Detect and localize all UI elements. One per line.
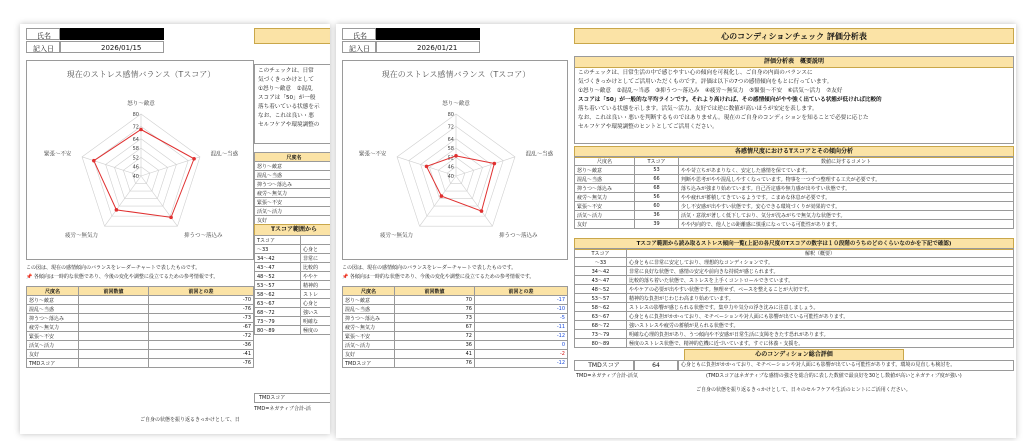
table-row xyxy=(27,314,254,323)
range-value: 43〜47 xyxy=(575,276,627,285)
table-row xyxy=(343,359,568,368)
diff-prev xyxy=(79,332,149,341)
intro-line: スコアは「50」が一般 xyxy=(258,95,316,101)
diff-name: 怒り〜敵意 xyxy=(27,296,79,305)
chart-note-2-text: 各傾向は一時的な状態であり、今後の変化や調整に役立てるための参考情報です。 xyxy=(33,274,219,280)
range-row xyxy=(255,290,331,299)
range-value: 63〜67 xyxy=(575,312,627,321)
diff-name: TMDスコア xyxy=(27,359,79,368)
diff-prev xyxy=(79,296,149,305)
range-row xyxy=(255,272,331,281)
diff-delta: -2 xyxy=(475,350,568,359)
range-text: 非常に良好な状態で、感情の安定や前向きな持続が感じられます。 xyxy=(627,267,1014,276)
table-row xyxy=(343,305,568,314)
range-text: ストレスの影響が感じられる状態です。集中力や気分の浮き沈みに注意しましょう。 xyxy=(627,303,1014,312)
report-sheet-current xyxy=(336,24,1016,438)
date-value: 2026/01/15 xyxy=(101,44,142,52)
overview-box xyxy=(574,56,1014,144)
tmd-label-cell xyxy=(254,393,330,403)
tscore-comment: 少し不安感が出やすい状態です。安心できる環境づくりが効果的です。 xyxy=(679,202,1014,211)
table-row xyxy=(27,323,254,332)
table-row xyxy=(575,330,1014,339)
table-row xyxy=(343,350,568,359)
dimension-table xyxy=(254,152,330,225)
table-row xyxy=(575,211,1014,220)
range-value: 58〜62 xyxy=(575,303,627,312)
footer-note: ご自身の状態を振り返るきっかけとして、日 xyxy=(140,417,240,423)
dimension-name: 怒り〜敵意 xyxy=(255,162,331,171)
diff-prev: 76 xyxy=(395,305,475,314)
name-label: 氏名 xyxy=(37,32,51,40)
dimension-name: 活気〜活力 xyxy=(255,207,331,216)
date-cell xyxy=(60,41,164,53)
name-label-cell xyxy=(342,28,376,40)
radar-data-point xyxy=(139,128,143,132)
radar-tick-label: 46 xyxy=(132,164,139,171)
intro-line: 落ち着いている状態を示します。活気〜活力、友好では逆に数値が高いほうが安定を表します。 xyxy=(578,106,818,112)
range-snippet: ストレ xyxy=(301,290,331,299)
diff-prev xyxy=(79,323,149,332)
range-text: ややケアの必要が出やすい状態です。無理せず、ペースを整えることが大切です。 xyxy=(627,285,1014,294)
radar-series-line xyxy=(94,130,194,218)
chart-title: 現在のストレス感情バランス（Tスコア） xyxy=(381,70,531,79)
tscore-header-name: 尺度名 xyxy=(575,157,635,166)
tscore-name: 混乱〜当惑 xyxy=(575,175,635,184)
table-row xyxy=(575,303,1014,312)
diff-header-name: 尺度名 xyxy=(27,287,79,296)
intro-line: なお、これは良い・悪いを判断するものではありません。現在のご自身のコンディションを知ることで必要に応じた xyxy=(578,115,869,121)
range-snippet: 極度の xyxy=(301,326,331,335)
diff-name: 友好 xyxy=(343,350,395,359)
range-value: 68〜72 xyxy=(255,308,301,317)
radar-category-label: 怒り〜敵意 xyxy=(127,100,155,107)
diff-table xyxy=(342,286,568,368)
tmd-value: 64 xyxy=(652,362,660,369)
range-row xyxy=(255,308,331,317)
date-label: 記入日 xyxy=(33,45,54,53)
table-row xyxy=(575,276,1014,285)
pin-icon: 📌 xyxy=(342,274,349,280)
tscore-section-title: 各感情尺度におけるTスコアとその傾向分析 xyxy=(574,146,1014,158)
table-row xyxy=(27,305,254,314)
dimension-name: 抑うつ〜落込み xyxy=(255,180,331,189)
radar-tick-label: 80 xyxy=(447,112,454,118)
date-label-cell xyxy=(342,41,376,53)
name-label: 氏名 xyxy=(353,32,367,40)
range-section-title: Tスコア範囲から読み取るストレス傾向一覧(上記の各尺度のTスコアの数字は１０段階のうちのどのくらいなのかを下記で確認) xyxy=(574,238,1014,250)
diff-name: 抑うつ〜落込み xyxy=(343,314,395,323)
range-value: 58〜62 xyxy=(255,290,301,299)
diff-name: 疲労〜無気力 xyxy=(343,323,395,332)
tscore-value: 66 xyxy=(635,175,679,184)
radar-tick-label: 80 xyxy=(132,112,139,118)
intro-line: 気づくきっかけとしてご活用いただくものです。評価は以下の7つの感情傾向をもとに行っています。 xyxy=(578,79,833,85)
tmd-definition: TMD=ネガティブ合計-活 xyxy=(254,406,311,412)
intro-line: スコアは「50」が一般的な平均ラインです。それより高ければ、その感情傾向がやや強く出ている状態が低ければ比較的 xyxy=(578,97,882,103)
date-label: 記入日 xyxy=(349,45,370,53)
table-row xyxy=(27,350,254,359)
tscore-value: 56 xyxy=(635,193,679,202)
overall-section-title: 心のコンディション総合評価 xyxy=(684,349,904,361)
table-row xyxy=(575,258,1014,267)
tscore-name: 怒り〜敵意 xyxy=(575,166,635,175)
radar-data-point xyxy=(454,154,458,158)
radar-spoke xyxy=(456,157,515,176)
dimension-row xyxy=(255,162,331,171)
diff-prev: 36 xyxy=(395,341,475,350)
range-value: 68〜72 xyxy=(575,321,627,330)
chart-note-2-text: 各傾向は一時的な状態であり、今後の変化や調整に役立てるための参考情報です。 xyxy=(349,274,535,280)
intro-line: 気づくきっかけとして xyxy=(258,77,314,83)
chart-note-1: この図は、現在の感情傾向のバランスをレーダーチャートで表したものです。 xyxy=(342,265,517,271)
diff-delta: -11 xyxy=(475,323,568,332)
dimension-name: 混乱〜当惑 xyxy=(255,171,331,180)
diff-delta: -12 xyxy=(475,332,568,341)
diff-name: 疲労〜無気力 xyxy=(27,323,79,332)
radar-tick-label: 64 xyxy=(132,136,139,143)
range-row xyxy=(255,299,331,308)
diff-prev xyxy=(79,341,149,350)
diff-table xyxy=(26,286,254,368)
diff-delta: -72 xyxy=(149,332,254,341)
table-row xyxy=(575,285,1014,294)
tscore-header-comment: 数値に対するコメント xyxy=(679,157,1014,166)
overview-title: 評価分析表 概要説明 xyxy=(575,57,1013,68)
radar-tick-label: 40 xyxy=(447,174,454,180)
radar-spoke xyxy=(456,176,492,226)
footer-note: ご自身の状態を振り返るきっかけとして、日々のセルフケアや生活のヒントにご活用ください。 xyxy=(696,387,911,393)
range-value: 〜33 xyxy=(255,245,301,254)
range-snippet: 心身と xyxy=(301,299,331,308)
table-row xyxy=(575,184,1014,193)
radar-data-point xyxy=(440,194,444,198)
radar-tick-label: 40 xyxy=(132,174,139,180)
range-text: 心身ともに非常に安定しており、理想的なコンディションです。 xyxy=(627,258,1014,267)
range-value: 34〜42 xyxy=(575,267,627,276)
dimension-row xyxy=(255,171,331,180)
tscore-value: 36 xyxy=(635,211,679,220)
diff-name: TMDスコア xyxy=(343,359,395,368)
diff-header-name: 尺度名 xyxy=(343,287,395,296)
intro-line: このチェックは、日常生活の中で感じやすい心の傾向を可視化し、ご自身の内面のバランスに xyxy=(578,70,813,76)
table-row xyxy=(343,323,568,332)
diff-prev xyxy=(79,305,149,314)
range-text: 強いストレスや疲労の蓄積が見られる状態です。 xyxy=(627,321,1014,330)
redacted-name xyxy=(60,28,164,40)
range-table xyxy=(574,248,1014,348)
radar-data-point xyxy=(92,159,96,163)
range-text: 明確な心理的負担があり、うつ傾向や不安感が日常生活に支障をきたす恐れがあります。 xyxy=(627,330,1014,339)
diff-prev xyxy=(79,314,149,323)
radar-category-label: 混乱〜当惑 xyxy=(525,151,554,158)
diff-header-delta: 前回との差 xyxy=(149,287,254,296)
table-row xyxy=(575,220,1014,229)
radar-category-label: 怒り〜敵意 xyxy=(442,100,470,107)
range-snippet: 比較的 xyxy=(301,263,331,272)
diff-delta: -36 xyxy=(149,341,254,350)
tmd-explanation: (TMDスコアはネガティブな感情の強さを総合的に表した数値で最良好を30とし数値が高いとネガティブ度が強い) xyxy=(706,373,962,379)
name-label-cell xyxy=(26,28,60,40)
dimension-row xyxy=(255,198,331,207)
range-value: 53〜57 xyxy=(575,294,627,303)
range-row xyxy=(255,263,331,272)
radar-category-label: 緊張〜不安 xyxy=(358,151,387,158)
table-row xyxy=(27,341,254,350)
tscore-comment: 活気・意欲が著しく低下しており、気分が沈みがちで無気力な状態です。 xyxy=(679,211,1014,220)
range-snippet: 明確な xyxy=(301,317,331,326)
tmd-comment: 心身ともに負担がかかっており、モチベーションや対人面にも影響が出ている可能性があります。環境の見直しも検討を。 xyxy=(681,362,956,368)
table-row xyxy=(343,341,568,350)
diff-name: 緊張〜不安 xyxy=(343,332,395,341)
range-text: 比較的落ち着いた状態で、ストレスを上手くコントロールできています。 xyxy=(627,276,1014,285)
diff-prev: 76 xyxy=(395,359,475,368)
diff-prev: 41 xyxy=(395,350,475,359)
radar-category-label: 混乱〜当惑 xyxy=(210,151,239,158)
range-col-label: Tスコア xyxy=(255,236,301,245)
diff-delta: -67 xyxy=(149,323,254,332)
tscore-value: 68 xyxy=(635,184,679,193)
report-title-stub xyxy=(254,28,330,44)
radar-data-point xyxy=(192,157,196,161)
range-header-score: Tスコア xyxy=(575,249,627,258)
report-title: 心のコンディションチェック 評価分析表 xyxy=(574,28,1014,44)
pin-icon: 📌 xyxy=(26,274,33,280)
tmd-comment-cell xyxy=(678,360,1014,371)
table-row xyxy=(575,166,1014,175)
intro-line: 落ち着いている状態を示 xyxy=(258,104,320,110)
diff-prev: 67 xyxy=(395,323,475,332)
radar-category-label: 疲労〜無気力 xyxy=(379,233,413,240)
table-row xyxy=(575,321,1014,330)
tmd-value-cell xyxy=(634,360,678,371)
radar-category-label: 緊張〜不安 xyxy=(43,151,72,158)
diff-prev: 73 xyxy=(395,314,475,323)
radar-tick-label: 64 xyxy=(447,136,454,143)
radar-tick-label: 72 xyxy=(447,124,454,131)
range-table xyxy=(254,235,330,335)
table-row xyxy=(27,359,254,368)
tscore-table xyxy=(574,156,1014,229)
tmd-definition: TMD=ネガティブ合計-活気 xyxy=(576,373,638,379)
dimension-row xyxy=(255,189,331,198)
range-value: 43〜47 xyxy=(255,263,301,272)
tmd-label-cell xyxy=(574,360,634,371)
radar-tick-label: 52 xyxy=(132,155,139,162)
diff-name: 混乱〜当惑 xyxy=(343,305,395,314)
range-snippet: 強いス xyxy=(301,308,331,317)
diff-name: 活気〜活力 xyxy=(27,341,79,350)
diff-delta: -12 xyxy=(475,359,568,368)
radar-chart-frame xyxy=(26,60,254,260)
diff-delta: 0 xyxy=(475,341,568,350)
tscore-value: 39 xyxy=(635,220,679,229)
table-row xyxy=(575,339,1014,348)
tscore-value: 60 xyxy=(635,202,679,211)
intro-line: セルフケアや環境調整のヒントとしてご活用ください。 xyxy=(578,124,718,130)
diff-prev xyxy=(79,359,149,368)
diff-prev: 72 xyxy=(395,332,475,341)
diff-header-prev: 前回数値 xyxy=(79,287,149,296)
range-row xyxy=(255,326,331,335)
range-header: Tスコア範囲から xyxy=(254,224,330,236)
tscore-comment: やや苛立ちがあまりなく、安定した感情を保てています。 xyxy=(679,166,1014,175)
date-cell xyxy=(376,41,480,53)
diff-name: 怒り〜敵意 xyxy=(343,296,395,305)
table-row xyxy=(27,296,254,305)
diff-delta: -73 xyxy=(149,314,254,323)
tscore-comment: やや内向的で、他人との距離感に慎重になっている可能性があります。 xyxy=(679,220,1014,229)
intro-line: ①怒り〜敵意 ②混乱〜当惑 ③抑うつ〜落込み ④疲労〜無気力 ⑤緊張〜不安 ⑥活気〜活力 ⑦友好 xyxy=(578,88,843,94)
table-row xyxy=(575,294,1014,303)
diff-delta: -76 xyxy=(149,359,254,368)
range-row xyxy=(255,254,331,263)
diff-delta: -5 xyxy=(475,314,568,323)
range-value: 63〜67 xyxy=(255,299,301,308)
table-row xyxy=(575,175,1014,184)
redacted-name xyxy=(376,28,480,40)
tmd-label: TMDスコア xyxy=(588,362,620,369)
table-row xyxy=(27,332,254,341)
diff-header-prev: 前回数値 xyxy=(395,287,475,296)
date-label-cell xyxy=(26,41,60,53)
tscore-name: 活気〜活力 xyxy=(575,211,635,220)
diff-name: 抑うつ〜落込み xyxy=(27,314,79,323)
radar-category-label: 抑うつ〜落込み xyxy=(184,233,223,240)
range-text: 極度のストレス状態で、精神的危機に近づいています。すぐに休養・支援を。 xyxy=(627,339,1014,348)
tmd-label: TMDスコア xyxy=(259,395,286,401)
report-sheet-previous xyxy=(20,24,330,434)
radar-chart xyxy=(343,71,569,261)
radar-tick-label: 46 xyxy=(447,164,454,171)
diff-name: 混乱〜当惑 xyxy=(27,305,79,314)
table-row xyxy=(575,267,1014,276)
table-row xyxy=(575,193,1014,202)
radar-tick-label: 58 xyxy=(132,146,139,153)
range-value: 48〜52 xyxy=(575,285,627,294)
dimension-row xyxy=(255,180,331,189)
range-row xyxy=(255,317,331,326)
range-value: 〜33 xyxy=(575,258,627,267)
radar-data-point xyxy=(169,216,173,220)
range-text: 心身ともに負担がかかっており、モチベーションや対人面にも影響が出ている可能性があります。 xyxy=(627,312,1014,321)
radar-data-point xyxy=(493,162,497,166)
range-value: 73〜79 xyxy=(575,330,627,339)
range-snippet: 精神的 xyxy=(301,281,331,290)
intro-line: セルフケアや環境調整の xyxy=(258,122,320,128)
diff-name: 活気〜活力 xyxy=(343,341,395,350)
tscore-comment: 落ち込みが強まり始めています。自己否定感や無力感が出やすい状態です。 xyxy=(679,184,1014,193)
range-value: 53〜57 xyxy=(255,281,301,290)
intro-line: このチェックは、日常 xyxy=(258,68,314,74)
dimension-row xyxy=(255,207,331,216)
range-row xyxy=(255,245,331,254)
range-header-text: 解釈（概要） xyxy=(627,249,1014,258)
radar-chart-frame xyxy=(342,60,568,260)
tscore-name: 抑うつ〜落込み xyxy=(575,184,635,193)
radar-tick-label: 52 xyxy=(447,155,454,162)
range-snippet: ややケ xyxy=(301,272,331,281)
diff-prev: 70 xyxy=(395,296,475,305)
range-value: 80〜89 xyxy=(575,339,627,348)
range-value: 34〜42 xyxy=(255,254,301,263)
radar-category-label: 疲労〜無気力 xyxy=(64,233,98,240)
tscore-name: 疲労〜無気力 xyxy=(575,193,635,202)
tscore-name: 友好 xyxy=(575,220,635,229)
chart-note-2 xyxy=(26,273,254,282)
chart-note-1: この図は、現在の感情傾向のバランスをレーダーチャートで表したものです。 xyxy=(26,265,201,271)
radar-category-label: 抑うつ〜落込み xyxy=(499,233,538,240)
diff-delta: -70 xyxy=(149,296,254,305)
table-row xyxy=(343,314,568,323)
dimension-name: 緊張〜不安 xyxy=(255,198,331,207)
intro-box xyxy=(254,64,330,144)
chart-title: 現在のストレス感情バランス（Tスコア） xyxy=(66,70,216,79)
radar-spoke xyxy=(105,176,141,226)
table-row xyxy=(343,296,568,305)
radar-spoke xyxy=(420,176,456,226)
radar-data-point xyxy=(425,165,429,169)
diff-delta: -10 xyxy=(475,305,568,314)
diff-delta: -17 xyxy=(475,296,568,305)
range-snippet: 心身と xyxy=(301,245,331,254)
diff-header-delta: 前回との差 xyxy=(475,287,568,296)
range-value: 80〜89 xyxy=(255,326,301,335)
radar-tick-label: 72 xyxy=(132,124,139,131)
range-snippet: 非常に xyxy=(301,254,331,263)
radar-tick-label: 58 xyxy=(447,146,454,153)
dimension-header: 尺度名 xyxy=(255,153,331,162)
range-value: 73〜79 xyxy=(255,317,301,326)
range-text: 精神的な負担がじわじわ高まり始めています。 xyxy=(627,294,1014,303)
diff-prev xyxy=(79,350,149,359)
diff-delta: -76 xyxy=(149,305,254,314)
range-value: 48〜52 xyxy=(255,272,301,281)
diff-name: 友好 xyxy=(27,350,79,359)
diff-name: 緊張〜不安 xyxy=(27,332,79,341)
intro-line: ①怒り〜敵意 ②混乱 xyxy=(258,86,313,92)
radar-data-point xyxy=(480,209,484,213)
tscore-value: 53 xyxy=(635,166,679,175)
tscore-header-score: Tスコア xyxy=(635,157,679,166)
table-row xyxy=(575,312,1014,321)
dimension-name: 友好 xyxy=(255,216,331,225)
range-row xyxy=(255,281,331,290)
tscore-comment: 判断や思考がやや混乱しやすくなっています。物事を一つずつ整理する工夫が必要です。 xyxy=(679,175,1014,184)
tscore-name: 緊張〜不安 xyxy=(575,202,635,211)
diff-delta: -41 xyxy=(149,350,254,359)
tscore-comment: やや疲れが蓄積してきているようです。こまめな休息が必要です。 xyxy=(679,193,1014,202)
intro-line: なお、これは良い・悪 xyxy=(258,113,314,119)
radar-chart xyxy=(27,71,255,261)
date-value: 2026/01/21 xyxy=(417,44,458,52)
dimension-name: 疲労〜無気力 xyxy=(255,189,331,198)
radar-data-point xyxy=(115,208,119,212)
chart-note-2 xyxy=(342,273,572,282)
table-row xyxy=(343,332,568,341)
table-row xyxy=(575,202,1014,211)
